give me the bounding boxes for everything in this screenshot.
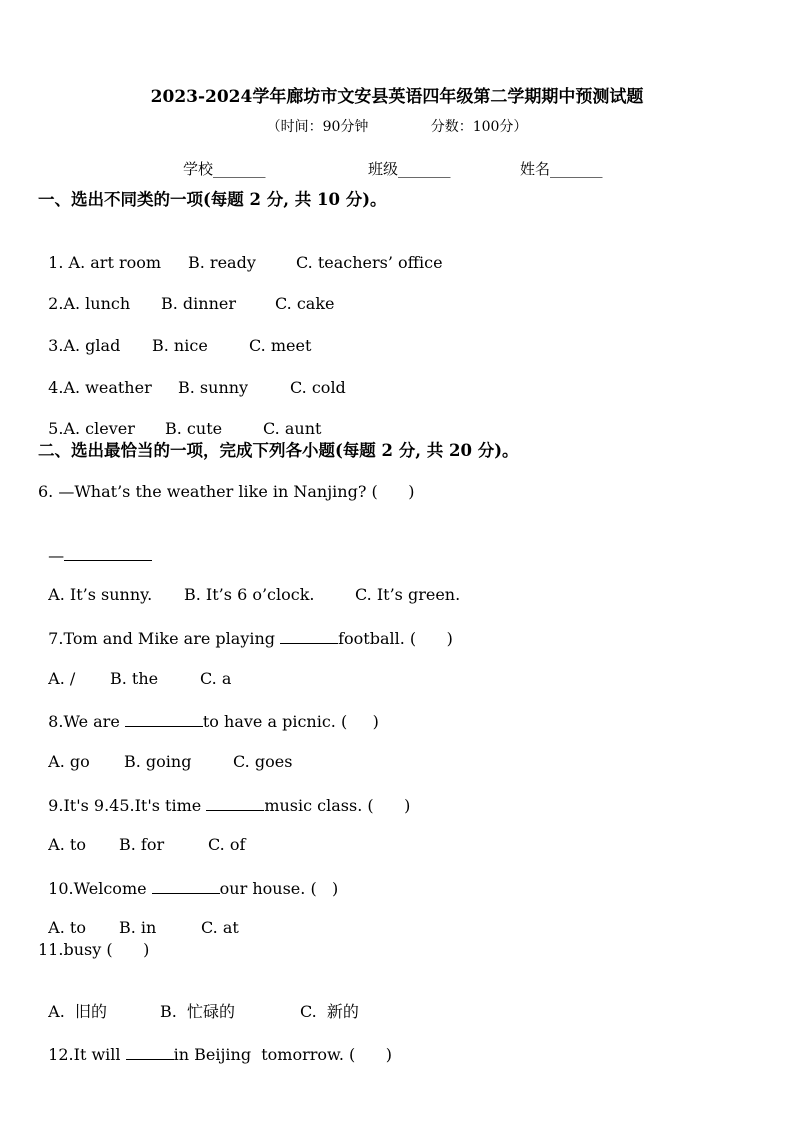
dash: — xyxy=(48,546,65,565)
option-c: C. at xyxy=(201,918,239,937)
question-12-stem xyxy=(38,1023,392,1065)
answer-blank xyxy=(152,877,220,894)
option-b: B. going xyxy=(124,752,192,771)
question-10-options xyxy=(38,898,239,938)
option-a: A. / xyxy=(48,669,76,688)
option-c: C. aunt xyxy=(263,419,322,438)
time-score-line: （时间：90分钟 分数：100分） xyxy=(266,119,528,135)
option-b: B. cute xyxy=(165,419,223,438)
stem-text: football. ( ) xyxy=(338,629,453,648)
option-a: A. to xyxy=(48,835,86,854)
option-b: B. dinner xyxy=(161,294,237,313)
option-b: B. It’s 6 o’clock. xyxy=(184,585,315,604)
stem-text: 10.Welcome xyxy=(48,879,152,898)
stem-text: 12.It will xyxy=(48,1045,126,1064)
question-8-options xyxy=(38,732,293,772)
stem-text: 7.Tom and Mike are playing xyxy=(48,629,281,648)
answer-blank xyxy=(206,794,264,811)
question-11-options xyxy=(38,982,359,1022)
question-9-options xyxy=(38,815,246,855)
question-6-stem: 6. —What’s the weather like in Nanjing? ( ) xyxy=(38,482,415,501)
school-field: 学校_______ xyxy=(183,160,266,178)
answer-blank xyxy=(125,710,203,727)
option-b: B. ready xyxy=(188,253,256,272)
question-9-stem xyxy=(38,774,410,816)
question-number: 3. xyxy=(48,336,64,355)
question-6-answer-line xyxy=(38,524,152,566)
question-4 xyxy=(38,358,346,398)
option-a: A. clever xyxy=(63,419,135,438)
stem-text: in Beijing tomorrow. ( ) xyxy=(173,1045,393,1064)
question-number: 5. xyxy=(48,419,64,438)
option-c: C. a xyxy=(200,669,232,688)
question-6-options xyxy=(38,565,461,605)
option-b: B. nice xyxy=(152,336,208,355)
stem-text: our house. ( ) xyxy=(219,879,339,898)
option-b: B. in xyxy=(119,918,157,937)
option-a: A. go xyxy=(48,752,90,771)
option-a: A. glad xyxy=(63,336,121,355)
option-c: C. meet xyxy=(249,336,312,355)
question-7-stem xyxy=(38,607,453,649)
option-a: A. It’s sunny. xyxy=(48,585,153,604)
section2-heading: 二、选出最恰当的一项，完成下列各小题(每题 2 分, 共 20 分)。 xyxy=(38,441,519,460)
class-field: 班级_______ xyxy=(368,160,451,178)
stem-text: 9.It's 9.45.It's time xyxy=(48,796,207,815)
answer-blank xyxy=(280,627,338,644)
answer-blank xyxy=(64,544,152,561)
answer-blank xyxy=(126,1043,174,1060)
question-3 xyxy=(38,316,312,356)
question-11-stem: 11.busy ( ) xyxy=(38,940,150,959)
section1-heading: 一、选出不同类的一项(每题 2 分, 共 10 分)。 xyxy=(38,190,387,209)
question-number: 2. xyxy=(48,294,64,313)
stem-text: to have a picnic. ( ) xyxy=(202,712,379,731)
option-a: A. lunch xyxy=(63,294,131,313)
page-title: 2023-2024学年廊坊市文安县英语四年级第二学期期中预测试题 xyxy=(150,87,644,107)
name-field: 姓名_______ xyxy=(520,160,603,178)
option-a: A. art room xyxy=(68,253,162,272)
option-b: B. the xyxy=(110,669,159,688)
option-c: C. cake xyxy=(275,294,335,313)
option-b: B. 忙碌的 xyxy=(160,1002,236,1021)
stem-text: music class. ( ) xyxy=(264,796,411,815)
question-1 xyxy=(38,233,443,273)
question-7-options xyxy=(38,649,232,689)
question-2 xyxy=(38,274,335,314)
option-a: A. 旧的 xyxy=(48,1002,107,1021)
option-b: B. sunny xyxy=(178,378,249,397)
option-c: C. 新的 xyxy=(300,1002,359,1021)
option-a: A. weather xyxy=(63,378,152,397)
question-number: 1. xyxy=(48,253,69,272)
option-b: B. for xyxy=(119,835,165,854)
question-8-stem xyxy=(38,690,379,732)
option-c: C. of xyxy=(208,835,246,854)
option-a: A. to xyxy=(48,918,86,937)
question-5 xyxy=(38,399,322,439)
option-c: C. cold xyxy=(290,378,346,397)
question-10-stem xyxy=(38,857,338,899)
option-c: C. teachers’ office xyxy=(296,253,443,272)
option-c: C. goes xyxy=(233,752,293,771)
option-c: C. It’s green. xyxy=(355,585,461,604)
stem-text: 8.We are xyxy=(48,712,125,731)
question-number: 4. xyxy=(48,378,64,397)
